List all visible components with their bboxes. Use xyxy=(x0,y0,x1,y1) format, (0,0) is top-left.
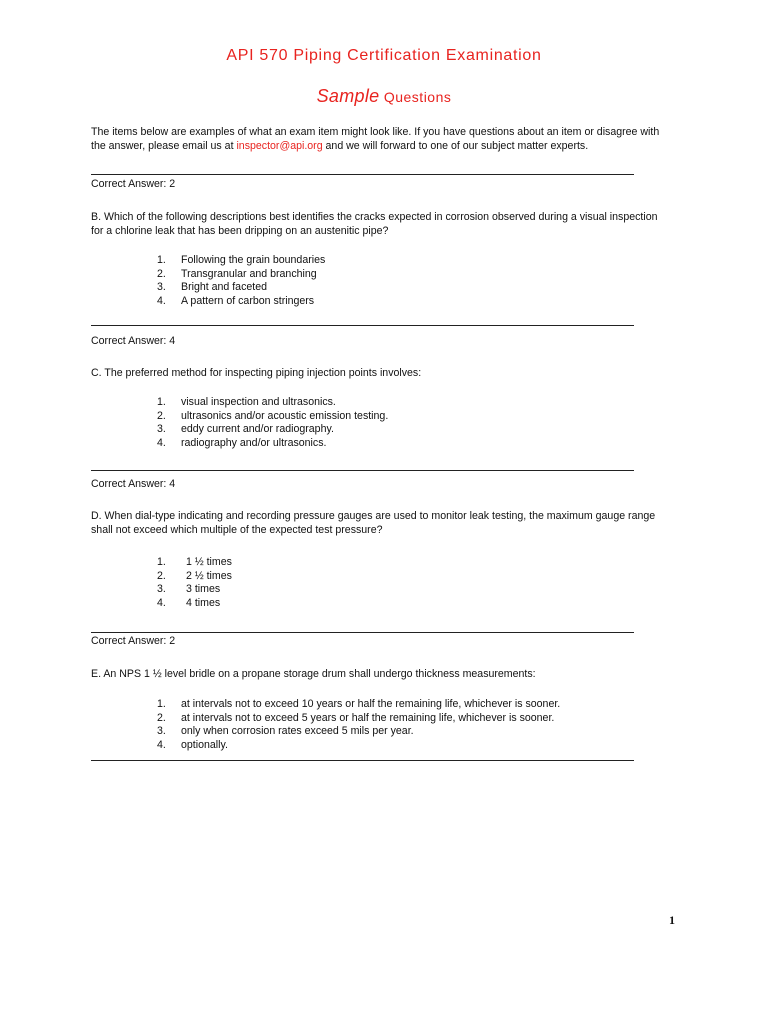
option-item xyxy=(157,712,560,726)
option-item xyxy=(157,281,325,295)
option-number: 1. xyxy=(157,698,166,710)
option-text: eddy current and/or radiography. xyxy=(181,423,334,435)
options-e xyxy=(157,698,560,752)
option-item xyxy=(157,423,388,437)
option-number: 1. xyxy=(157,396,166,408)
page-subtitle xyxy=(0,86,768,107)
intro-text-before: The items below are examples of what an exam item might look like. If you have questions about an item or disagree with the answer, please email us at xyxy=(91,126,660,152)
divider-rule xyxy=(91,632,634,633)
option-number: 3. xyxy=(157,725,166,737)
intro-text-after: and we will forward to one of our subject matter experts. xyxy=(322,140,589,152)
option-number: 3. xyxy=(157,281,166,293)
option-text: radiography and/or ultrasonics. xyxy=(181,436,327,449)
option-item xyxy=(157,410,388,424)
option-text: visual inspection and ultrasonics. xyxy=(181,396,336,408)
option-number: 1. xyxy=(157,254,166,266)
option-number: 3. xyxy=(157,583,166,595)
option-text: 2 ½ times xyxy=(186,569,232,582)
option-item xyxy=(157,570,232,584)
option-text: 4 times xyxy=(186,596,221,609)
options-d xyxy=(157,556,232,610)
correct-answer-b: Correct Answer: 4 xyxy=(91,335,176,347)
option-item xyxy=(157,295,325,309)
question-d: D. When dial-type indicating and recording pressure gauges are used to monitor leak testing, the maximum gauge range shall not exceed which multiple of the expected test pressure? xyxy=(91,510,656,536)
option-item xyxy=(157,556,232,570)
option-text: only when corrosion rates exceed 5 mils per year. xyxy=(181,725,414,737)
correct-answer-d: Correct Answer: 2 xyxy=(91,635,176,647)
subtitle-rest: Questions xyxy=(383,89,452,105)
question-e: E. An NPS 1 ½ level bridle on a propane storage drum shall undergo thickness measurements: xyxy=(91,668,536,680)
option-number: 1. xyxy=(157,556,166,568)
option-item xyxy=(157,597,232,611)
option-text: 1 ½ times xyxy=(186,556,232,568)
correct-answer-c: Correct Answer: 4 xyxy=(91,478,176,490)
divider-rule xyxy=(91,470,634,471)
option-number: 2. xyxy=(157,711,166,724)
divider-rule xyxy=(91,174,634,175)
option-item xyxy=(157,739,560,753)
option-text: 3 times xyxy=(186,583,221,595)
page-number: 1 xyxy=(669,913,675,927)
divider-rule xyxy=(91,760,634,761)
option-text: Following the grain boundaries xyxy=(181,254,326,266)
options-b xyxy=(157,254,325,308)
option-item xyxy=(157,725,560,739)
option-item xyxy=(157,437,388,451)
options-c xyxy=(157,396,388,450)
option-text: optionally. xyxy=(181,738,228,751)
option-text: Transgranular and branching xyxy=(181,267,317,280)
option-item xyxy=(157,268,325,282)
option-text: at intervals not to exceed 10 years or half the remaining life, whichever is sooner. xyxy=(181,698,561,710)
question-c: C. The preferred method for inspecting piping injection points involves: xyxy=(91,367,422,379)
option-text: ultrasonics and/or acoustic emission testing. xyxy=(181,409,389,422)
option-number: 2. xyxy=(157,267,166,280)
option-text: Bright and faceted xyxy=(181,281,267,293)
divider-rule xyxy=(91,325,634,326)
correct-answer-a: Correct Answer: 2 xyxy=(91,178,176,190)
option-item xyxy=(157,254,325,268)
option-text: A pattern of carbon stringers xyxy=(181,294,315,307)
page-title: API 570 Piping Certification Examination xyxy=(226,47,542,64)
option-number: 2. xyxy=(157,409,166,422)
option-number: 4. xyxy=(157,294,166,307)
question-b: B. Which of the following descriptions best identifies the cracks expected in corrosion observed during a visual inspection for a chlorine leak that has been dripping on an austenitic pipe? xyxy=(91,211,658,237)
intro-paragraph xyxy=(91,125,661,153)
option-number: 3. xyxy=(157,423,166,435)
option-number: 4. xyxy=(157,738,166,751)
email-link[interactable]: inspector@api.org xyxy=(236,140,323,152)
option-item xyxy=(157,583,232,597)
subtitle-emphasis: Sample xyxy=(316,86,380,106)
option-item xyxy=(157,698,560,712)
option-number: 2. xyxy=(157,569,166,582)
option-item xyxy=(157,396,388,410)
option-text: at intervals not to exceed 5 years or half the remaining life, whichever is sooner. xyxy=(181,711,555,724)
option-number: 4. xyxy=(157,596,166,609)
option-number: 4. xyxy=(157,436,166,449)
